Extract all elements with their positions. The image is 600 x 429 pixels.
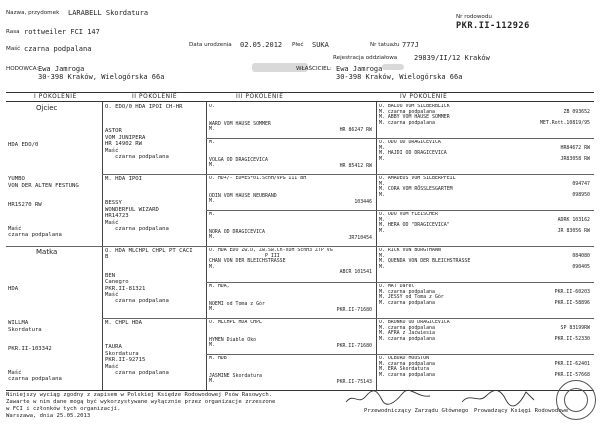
dam-kennel: Skordatura	[8, 326, 42, 333]
gen4-sire: O. BALOU VOM SILBERBLICK	[379, 104, 450, 109]
gen3-cell	[209, 248, 374, 281]
pedigree-grid	[6, 102, 594, 391]
gen4-sire: O. ODO OD DRAGICEVICA	[379, 140, 441, 145]
gen-3-header: III POKOLENIE	[236, 93, 284, 100]
gen3-reg: ABCR 101541	[339, 269, 372, 275]
gen4-sire-color: M. czarna podpalana	[379, 108, 435, 115]
gen4-sire: O. OLBURD HOUSTON	[379, 356, 430, 361]
color-value: czarna podpalana	[24, 45, 92, 53]
owner-name: Ewa Jamroga	[336, 65, 383, 73]
gen3-cell	[209, 356, 374, 389]
row-divider	[376, 210, 594, 211]
gen4-sire-reg: PKR.II-60203	[554, 288, 590, 295]
gen3-name: HYMEN Diable Oko	[209, 336, 257, 343]
gen4-dam: M. HAJDI OD DRAGICEVICA	[379, 150, 447, 157]
gen4-dam-color: M. czarna podpalana	[379, 371, 435, 378]
gen2-name: TAURA	[105, 344, 122, 351]
gen4-dam-reg: 098950	[572, 191, 590, 198]
gen3-name: NOEMI od Toma z Gór	[209, 300, 265, 307]
gen3-titles: M. HDA,	[209, 284, 230, 289]
gen3-reg: PKR.II-71680	[336, 307, 372, 313]
gen4-sire-color: M.	[379, 216, 385, 223]
gen3-sex: M.	[209, 263, 215, 270]
row-divider	[102, 246, 206, 247]
dam-name: WILLMA	[8, 320, 29, 327]
gen4-dam-color: M.	[379, 227, 385, 234]
gen3-cell	[209, 212, 374, 245]
gen4-sire-color: M.	[379, 144, 385, 151]
signature-chairman	[342, 388, 434, 408]
breed-value: rottweiler FCI 147	[24, 28, 100, 36]
kennel-label: Nazwa, przydomek	[6, 10, 60, 16]
gen3-sex: M.	[209, 306, 215, 313]
gen3-sex: M.	[209, 126, 215, 133]
gen3-name: CHAN VON DER BLEICHSTRASSE	[209, 258, 286, 265]
sire-role: Ojciec	[36, 104, 58, 112]
footer-line: w FCI i członków tych organizacji.	[6, 406, 121, 412]
gen3-name: VOLGA OD DRAGICEVICA	[209, 156, 268, 163]
gen4-cell	[379, 248, 592, 281]
gen4-sire: O. AMADEUS VOM SILBERPFEIL	[379, 176, 456, 181]
gen3-cell	[209, 176, 374, 209]
breeder-name: Ewa Jamroga	[38, 65, 85, 73]
gen4-sire-color: M. czarna podpalana	[379, 324, 435, 331]
sex-value: SUKA	[312, 41, 329, 49]
gen3-cell	[209, 284, 374, 317]
footer-line: Niniejszy wyciąg zgodny z zapisem w Polskiej Księdze Rodowodowej Psów Rasowych.	[6, 392, 273, 398]
gen3-sex: M.	[209, 342, 215, 349]
gen4-dam-color: M. czarna podpalana	[379, 119, 435, 126]
gen4-sire-reg: 084080	[572, 252, 590, 259]
gen4-dam-color: M.	[379, 191, 385, 198]
row-divider	[376, 354, 594, 355]
signature-label-registrar: Prowadzący Księgi Rodowodowe	[474, 408, 569, 414]
gen2-kennel: VOM JUNIPERA	[105, 134, 146, 141]
color-label: Maść	[6, 46, 21, 52]
gen4-dam-reg: 090405	[572, 263, 590, 270]
row-divider	[206, 210, 376, 211]
sire-kennel: VON DER ALTEN FESTUNG	[8, 182, 79, 189]
gen4-dam-color: M.	[379, 263, 385, 270]
gen2-color-label: Maść	[105, 292, 119, 299]
gen4-sire-color: M.	[379, 180, 385, 187]
row-divider	[102, 174, 206, 175]
birth-value: 02.05.2012	[240, 41, 283, 49]
gen4-dam-color: M. czarna podpalana	[379, 335, 435, 342]
gen4-cell	[379, 320, 592, 353]
gen2-titles: M. CHPL HDA	[105, 320, 143, 326]
footer-date: Warszawa, dnia 25.05.2013	[6, 413, 91, 419]
gen4-dam: M. JESSY od Toma z Gór	[379, 294, 444, 301]
gen4-dam-reg: PKR.II-58896	[554, 299, 590, 306]
gen2-titles: M. HDA IPOI	[105, 176, 143, 182]
tattoo-label: Nr tatuażu	[370, 42, 400, 48]
gen2-color-label: Maść	[105, 363, 119, 370]
gen2-titles: O. HDA MLCHPL CHPL PT CACI	[105, 248, 193, 254]
gen2-cell	[105, 176, 204, 244]
row-divider	[206, 174, 376, 175]
gen3-name: ODIN VOM HAUSE NEUBRAND	[209, 192, 277, 199]
gen4-sire-color: M.	[379, 252, 385, 259]
gen2-reg: PKR.II-92715	[105, 357, 146, 364]
gen4-cell	[379, 212, 592, 245]
owner-address: 30-398 Kraków, Wielogórska 66a	[336, 73, 463, 81]
gen4-dam-color: M.	[379, 155, 385, 162]
gen4-sire-color: M. czarna podpalana	[379, 360, 435, 367]
gen3-titles: M.	[209, 140, 215, 145]
gen-1-header: I POKOLENIE	[34, 93, 77, 100]
gen2-titles: O. EDO/0 HDA IPOI CH-HR	[105, 104, 183, 110]
gen3-cell	[209, 140, 374, 173]
seal-inner-ring	[564, 388, 588, 412]
gen1-dam-cell	[8, 248, 100, 388]
gen3-reg: PKR.II-71680	[336, 343, 372, 349]
gen2-color-label: Maść	[105, 219, 119, 226]
dam-titles: HDA	[8, 286, 19, 292]
gen4-sire-reg: 094747	[572, 180, 590, 187]
gen3-titles: M. HDB	[209, 356, 227, 361]
gen4-cell	[379, 284, 592, 317]
gen3-name: WARD VOM HAUSE SOMMER	[209, 120, 271, 127]
row-divider	[376, 138, 594, 139]
row-divider	[206, 318, 376, 319]
gen3-sex: M.	[209, 234, 215, 241]
gen4-dam: M. QUENDA VON DER BLEICHSTRASSE	[379, 258, 471, 265]
gen4-sire: O. RICK VON BURGTHANN	[379, 248, 441, 253]
redaction-mark	[382, 64, 404, 70]
gen2-color-label: Maść	[105, 147, 119, 154]
signature-label-chairman: Przewodniczący Zarządu Głównego	[364, 408, 469, 414]
gen2-reg: PKR.II-81321	[105, 285, 146, 292]
gen2-titles-extra: B	[105, 254, 109, 261]
dam-color-label: Maść	[8, 369, 22, 376]
gen3-sex: M.	[209, 162, 215, 169]
gen2-name: ASTOR	[105, 128, 122, 135]
gen2-cell	[105, 104, 204, 172]
gen2-kennel: Canegro	[105, 279, 129, 286]
gen4-sire: O. BRONKO OD DRAGICEVICA	[379, 320, 450, 325]
gen3-titles: O.	[209, 104, 215, 109]
row-divider	[206, 354, 376, 355]
gen3-cell	[209, 104, 374, 137]
birth-label: Data urodzenia	[189, 42, 232, 48]
gen4-cell	[379, 176, 592, 209]
row-divider	[6, 246, 102, 247]
gen2-cell	[105, 320, 204, 388]
gen4-sire-reg: ADRK 103162	[557, 216, 590, 223]
gen2-color: czarna podpalana	[115, 226, 169, 233]
pedigree-no-value: PKR.II-112926	[456, 21, 530, 31]
gen3-sex: M.	[209, 198, 215, 205]
gen4-cell	[379, 356, 592, 389]
gen2-name: BEN	[105, 272, 116, 279]
reg-value: 29839/II/12 Kraków	[414, 54, 490, 62]
official-seal-icon	[556, 380, 596, 420]
gen4-sire-reg: PKR.II-62401	[554, 360, 590, 367]
gen4-sire: O. ODO VOM FLEISCHER	[379, 212, 438, 217]
gen4-dam: M. AFRA z Jaćwiesia	[379, 330, 435, 337]
gen4-dam-reg: MET.Rott.10819/95	[539, 119, 590, 126]
gen2-color: czarna podpalana	[115, 154, 169, 161]
gen4-dam: M. ABBY VOM HAUSE SOMMER	[379, 114, 450, 121]
breed-label: Rasa	[6, 29, 20, 35]
signature-registrar	[460, 386, 542, 408]
gen3-titles: M.	[209, 212, 215, 217]
row-divider	[376, 174, 594, 175]
gen4-dam: M. ERA Skordatura	[379, 366, 430, 373]
gen4-sire-color: M. czarna podpalana	[379, 288, 435, 295]
gen4-dam-reg: JR83058 RW	[560, 155, 590, 162]
gen-4-header: IV POKOLENIE	[400, 93, 448, 100]
gen2-color: czarna podpalana	[115, 298, 169, 305]
row-divider	[376, 246, 594, 247]
gen4-dam-color: M. czarna podpalana	[379, 299, 435, 306]
gen2-reg: HR 14902 RW	[105, 141, 143, 148]
dam-color: czarna podpalana	[8, 376, 62, 383]
gen3-titles: O. HD+/- ED=ES*01.SchH/VPG III BH	[209, 176, 307, 181]
gen3-reg: HR 86247 RW	[339, 127, 372, 133]
sire-color-label: Maść	[8, 225, 22, 232]
gen3-titles-extra: P III	[265, 252, 280, 259]
gen3-name: NORA OD DRAGICEVICA	[209, 228, 265, 235]
sex-label: Płeć	[292, 42, 304, 48]
reg-label: Rejestracja oddziałowa	[333, 55, 398, 61]
gen3-reg: HR 85412 RW	[339, 163, 372, 169]
dam-reg: PKR.II-103342	[8, 346, 52, 353]
tattoo-value: 777J	[402, 41, 419, 49]
sire-titles: HDA EDO/0	[8, 142, 39, 148]
gen3-reg: PKR.II-75143	[336, 379, 372, 385]
gen4-dam-reg: JR 83056 RW	[557, 227, 590, 234]
gen3-titles: O. HDA EDO Zw.D, Zw.Św.Ch-VDH SchH3 ZTP VG	[209, 248, 333, 253]
pedigree-no-label: Nr rodowodu	[456, 14, 492, 20]
gen2-cell	[105, 248, 204, 316]
gen4-sire-reg: ZB 093652	[563, 108, 590, 115]
breeder-label: HODOWCA:	[6, 66, 39, 72]
gen2-color: czarna podpalana	[115, 370, 169, 377]
generation-header-row	[6, 92, 594, 102]
gen3-titles: O. MLCHPL HDA CHPL	[209, 320, 262, 325]
gen3-reg: 103446	[354, 199, 372, 205]
gen2-kennel: Skordatura	[105, 350, 139, 357]
gen4-dam: M. HERA OD "DRAGICEVICA"	[379, 222, 450, 229]
gen1-sire-cell	[8, 104, 100, 244]
gen2-name: BESSY	[105, 200, 122, 207]
gen2-kennel: WONDERFUL WIZARD	[105, 206, 159, 213]
sire-name: YUMBO	[8, 176, 25, 183]
gen3-sex: M.	[209, 378, 215, 385]
sire-reg: HR15270 RW	[8, 202, 42, 209]
gen4-dam-reg: PKR.II-57668	[554, 371, 590, 378]
row-divider	[206, 282, 376, 283]
gen4-dam: M. CORA VOM RÖSSLESGARTEM	[379, 186, 453, 193]
row-divider	[206, 246, 376, 247]
row-divider	[376, 318, 594, 319]
breeder-address: 30-398 Kraków, Wielogórska 66a	[38, 73, 165, 81]
gen-2-header: II POKOLENIE	[132, 93, 178, 100]
gen4-cell	[379, 104, 592, 137]
gen3-reg: JR710454	[348, 235, 372, 241]
row-divider	[376, 282, 594, 283]
dam-role: Matka	[36, 248, 58, 256]
gen3-cell	[209, 320, 374, 353]
gen3-name: JASMINE Skordatura	[209, 372, 262, 379]
row-divider	[102, 318, 206, 319]
footer-line: Zawarte w nim dane mogą być wykorzystywane wyłącznie przez organizacje zrzeszone	[6, 399, 276, 405]
gen4-dam-reg: PKR.II-52330	[554, 335, 590, 342]
gen4-sire-reg: HR84672 RW	[560, 144, 590, 151]
sire-color: czarna podpalana	[8, 232, 62, 239]
kennel-value: LARABELL Skordatura	[68, 9, 149, 17]
row-divider	[206, 138, 376, 139]
gen2-reg: HR14723	[105, 213, 129, 220]
gen4-sire: O. MAT Darel	[379, 284, 415, 289]
owner-label: WŁAŚCICIEL:	[296, 66, 332, 72]
gen4-sire-reg: SP 83199RW	[560, 324, 590, 331]
gen4-cell	[379, 140, 592, 173]
